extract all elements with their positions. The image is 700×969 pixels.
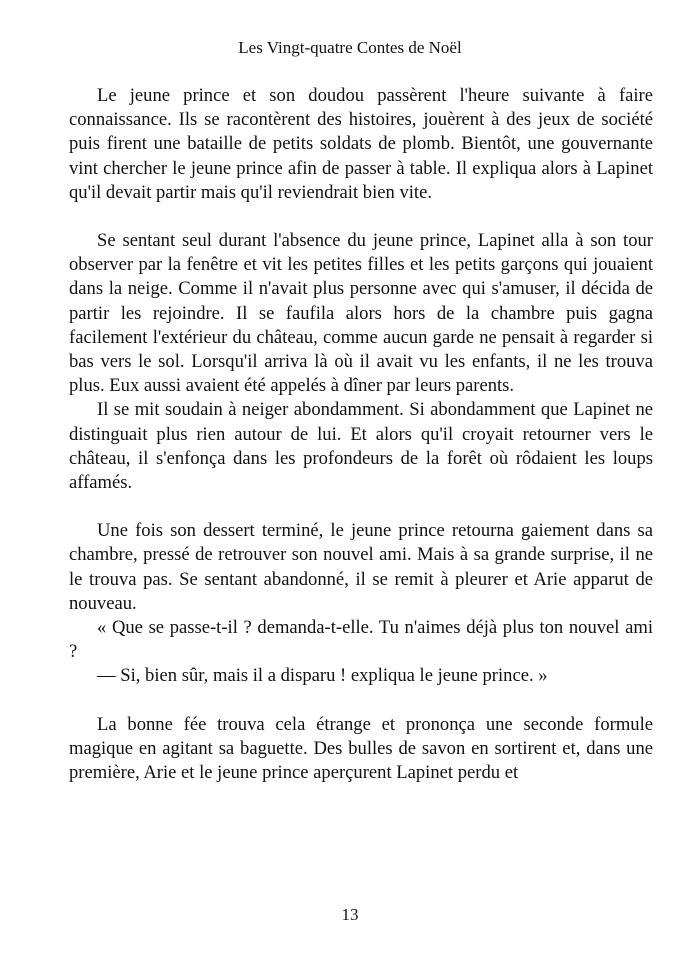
paragraph: Une fois son dessert terminé, le jeune prince retourna gaiement dans sa chambre, pressé de retrouver son nouvel ami. Mais à sa grande surprise, il ne le trouva pas. Se sentant abandonné, il se remit à pleurer et Arie apparut de nouveau.: [69, 520, 653, 614]
body-text: [69, 84, 653, 785]
paragraph: La bonne fée trouva cela étrange et prononça une seconde formule magique en agitant sa baguette. Des bulles de savon en sortirent et, dans une première, Arie et le jeune prince aperçurent Lapinet perdu et: [69, 713, 653, 784]
paragraph: Il se mit soudain à neiger abondamment. Si abondamment que Lapinet ne distinguait plus rien autour de lui. Et alors qu'il croyait retourner vers le château, il s'enfonça dans les profondeurs de la forêt où rôdaient les loups affamés.: [69, 399, 653, 494]
dialogue-line: « Que se passe-t-il ? demanda-t-elle. Tu n'aimes déjà plus ton nouvel ami ?: [69, 617, 653, 663]
paragraph: Le jeune prince et son doudou passèrent l'heure suivante à faire connaissance. Ils se racontèrent des histoires, jouèrent à des jeux de société puis firent une bataille de petits soldats de plomb. Bientôt, une gouvernante vint chercher le jeune prince afin de passer à table. Il expliqua alors à Lapinet qu'il devait partir mais qu'il reviendrait bien vite.: [69, 85, 653, 203]
dialogue-line: — Si, bien sûr, mais il a disparu ! expliqua le jeune prince. »: [97, 665, 548, 687]
running-header: Les Vingt-quatre Contes de Noël: [238, 38, 462, 57]
page-number: 13: [341, 905, 359, 924]
paragraph: Se sentant seul durant l'absence du jeune prince, Lapinet alla à son tour observer par la fenêtre et vit les petites filles et les petits garçons qui jouaient dans la neige. Comme il n'avait plus personne avec qui s'amuser, il décida de partir les rejoindre. Il se faufila alors hors de la chambre puis gagna facilement l'extérieur du château, comme aucun garde ne pensait à regarder si bas vers le sol. Lorsqu'il arriva là où il avait vu les enfants, il ne les trouva plus. Eux aussi avaient été appelés à dîner par leurs parents.: [69, 230, 653, 397]
